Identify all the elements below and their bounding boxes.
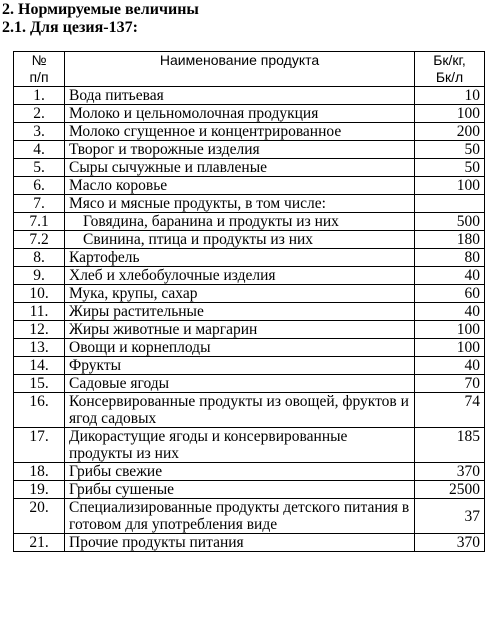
row-product-name: Садовые ягоды [65,375,415,393]
row-product-name: Фрукты [65,357,415,375]
table-row [14,499,485,534]
row-product-name: Творог и творожные изделия [65,141,415,159]
row-number: 19. [14,481,65,499]
header-product-name: Наименование продукта [65,52,415,87]
table-row [14,249,485,267]
row-number: 12. [14,321,65,339]
table-row [14,357,485,375]
table-row [14,321,485,339]
row-number: 21. [14,534,65,552]
table-row [14,105,485,123]
row-product-name: Масло коровье [65,177,415,195]
row-value: 37 [415,499,485,534]
row-number: 7. [14,195,65,213]
row-product-name: Жиры растительные [65,303,415,321]
row-number: 5. [14,159,65,177]
header-number [14,52,65,87]
norms-table [13,51,485,552]
row-product-name: Консервированные продукты из овощей, фруктов и ягод садовых [65,393,415,428]
row-product-name: Вода питьевая [65,87,415,105]
table-row [14,123,485,141]
table-row [14,141,485,159]
row-product-name: Молоко сгущенное и концентрированное [65,123,415,141]
header-value [415,52,485,87]
table-row [14,534,485,552]
row-product-name: Прочие продукты питания [65,534,415,552]
row-value: 100 [415,339,485,357]
row-value: 180 [415,231,485,249]
row-value: 70 [415,375,485,393]
table-row [14,339,485,357]
table-row [14,267,485,285]
row-value: 200 [415,123,485,141]
row-number: 7.2 [14,231,65,249]
row-number: 1. [14,87,65,105]
row-product-name: Свинина, птица и продукты из них [65,231,415,249]
row-product-name: Специализированные продукты детского питания в готовом для употребления виде [65,499,415,534]
row-number: 2. [14,105,65,123]
row-product-name: Жиры животные и маргарин [65,321,415,339]
row-value: 185 [415,428,485,463]
row-value: 2500 [415,481,485,499]
table-row [14,195,485,213]
table-row [14,428,485,463]
header-number-label: № п/п [29,52,49,85]
row-value: 100 [415,177,485,195]
table-row [14,213,485,231]
row-product-name: Мука, крупы, сахар [65,285,415,303]
row-product-name: Говядина, баранина и продукты из них [65,213,415,231]
table-row [14,481,485,499]
row-value: 50 [415,159,485,177]
table-row [14,375,485,393]
row-product-name: Хлеб и хлебобулочные изделия [65,267,415,285]
row-number: 20. [14,499,65,534]
row-value: 100 [415,321,485,339]
row-number: 7.1 [14,213,65,231]
row-number: 14. [14,357,65,375]
row-value [415,195,485,213]
table-row [14,231,485,249]
table-row [14,177,485,195]
row-value: 74 [415,393,485,428]
row-product-name: Дикорастущие ягоды и консервированные продукты из них [65,428,415,463]
table-row [14,303,485,321]
row-product-name: Грибы сушеные [65,481,415,499]
row-number: 4. [14,141,65,159]
table-row [14,463,485,481]
row-number: 10. [14,285,65,303]
row-number: 8. [14,249,65,267]
row-value: 40 [415,303,485,321]
row-product-name: Молоко и цельномолочная продукция [65,105,415,123]
header-value-label: Бк/кг, Бк/л [433,52,466,85]
row-number: 18. [14,463,65,481]
row-product-name: Сыры сычужные и плавленые [65,159,415,177]
row-value: 50 [415,141,485,159]
row-value: 370 [415,534,485,552]
row-value: 80 [415,249,485,267]
table-row [14,393,485,428]
row-value: 40 [415,267,485,285]
row-value: 370 [415,463,485,481]
row-number: 9. [14,267,65,285]
table-row [14,285,485,303]
table-row [14,159,485,177]
row-value: 500 [415,213,485,231]
row-number: 13. [14,339,65,357]
table-body [14,87,485,552]
row-value: 10 [415,87,485,105]
subsection-heading: 2.1. Для цезия-137: [2,19,138,36]
row-number: 3. [14,123,65,141]
row-number: 11. [14,303,65,321]
section-heading: 2. Нормируемые величины [2,1,199,18]
row-value: 40 [415,357,485,375]
row-product-name: Картофель [65,249,415,267]
row-number: 17. [14,428,65,463]
table-row [14,87,485,105]
row-value: 100 [415,105,485,123]
row-product-name: Овощи и корнеплоды [65,339,415,357]
row-number: 15. [14,375,65,393]
row-number: 16. [14,393,65,428]
row-value: 60 [415,285,485,303]
row-product-name: Мясо и мясные продукты, в том числе: [65,195,415,213]
row-number: 6. [14,177,65,195]
row-product-name: Грибы свежие [65,463,415,481]
table-header-row [14,52,485,87]
